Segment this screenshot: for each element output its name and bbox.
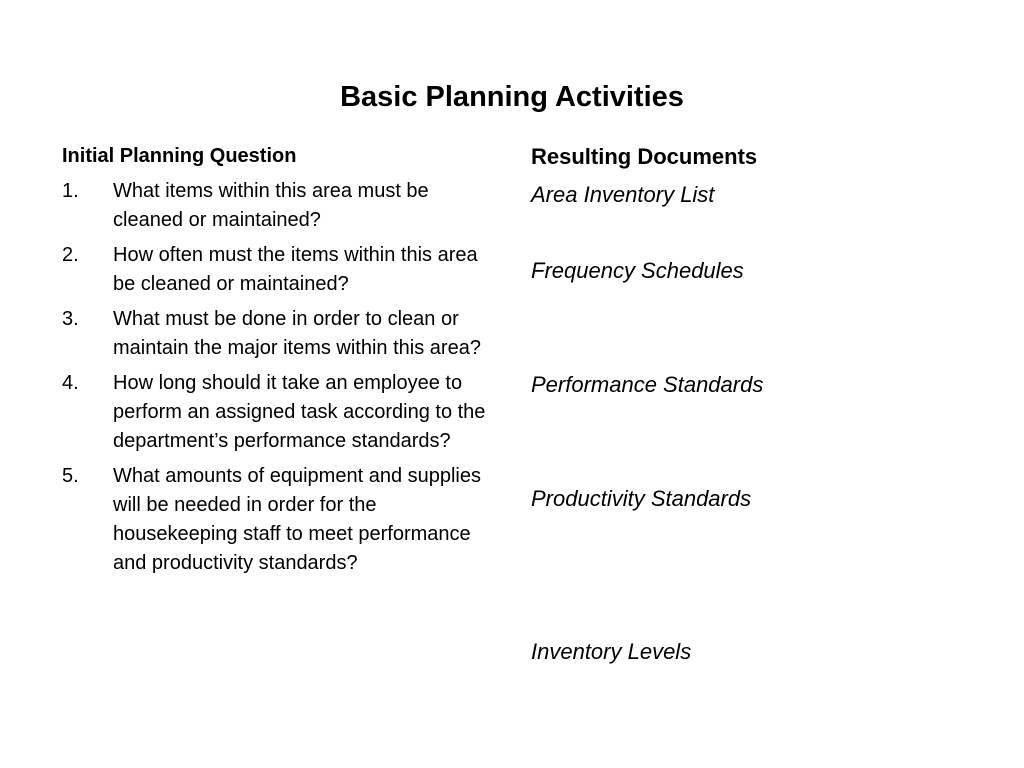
question-number: 4. <box>62 372 79 394</box>
document-item-inventory-levels: Inventory Levels <box>531 639 692 664</box>
slide-title: Basic Planning Activities <box>340 81 684 113</box>
question-text: What amounts of equipment and supplies will be needed in order for the housekeeping staff to meet performance and productivity standards? <box>113 465 481 574</box>
question-item <box>62 241 494 299</box>
questions-heading: Initial Planning Question <box>62 145 297 167</box>
question-item <box>62 305 494 363</box>
question-item <box>62 369 494 456</box>
document-item-area-inventory-list: Area Inventory List <box>531 182 715 207</box>
resulting-documents-column <box>531 142 991 702</box>
question-number: 1. <box>62 180 79 202</box>
question-text: How long should it take an employee to perform an assigned task according to the department’s performance standards? <box>113 372 486 452</box>
document-item-productivity-standards: Productivity Standards <box>531 486 752 511</box>
question-item <box>62 462 494 578</box>
question-number: 5. <box>62 465 79 487</box>
document-item-frequency-schedules: Frequency Schedules <box>531 258 744 283</box>
question-text: What must be done in order to clean or maintain the major items within this area? <box>113 308 481 359</box>
question-text: How often must the items within this area be cleaned or maintained? <box>113 244 478 295</box>
question-text: What items within this area must be cleaned or maintained? <box>113 180 429 231</box>
document-item-performance-standards: Performance Standards <box>531 372 764 397</box>
question-number: 3. <box>62 308 79 330</box>
question-item <box>62 177 494 235</box>
questions-list <box>62 177 494 578</box>
question-number: 2. <box>62 244 79 266</box>
planning-questions-column <box>62 142 494 584</box>
documents-heading: Resulting Documents <box>531 144 758 169</box>
